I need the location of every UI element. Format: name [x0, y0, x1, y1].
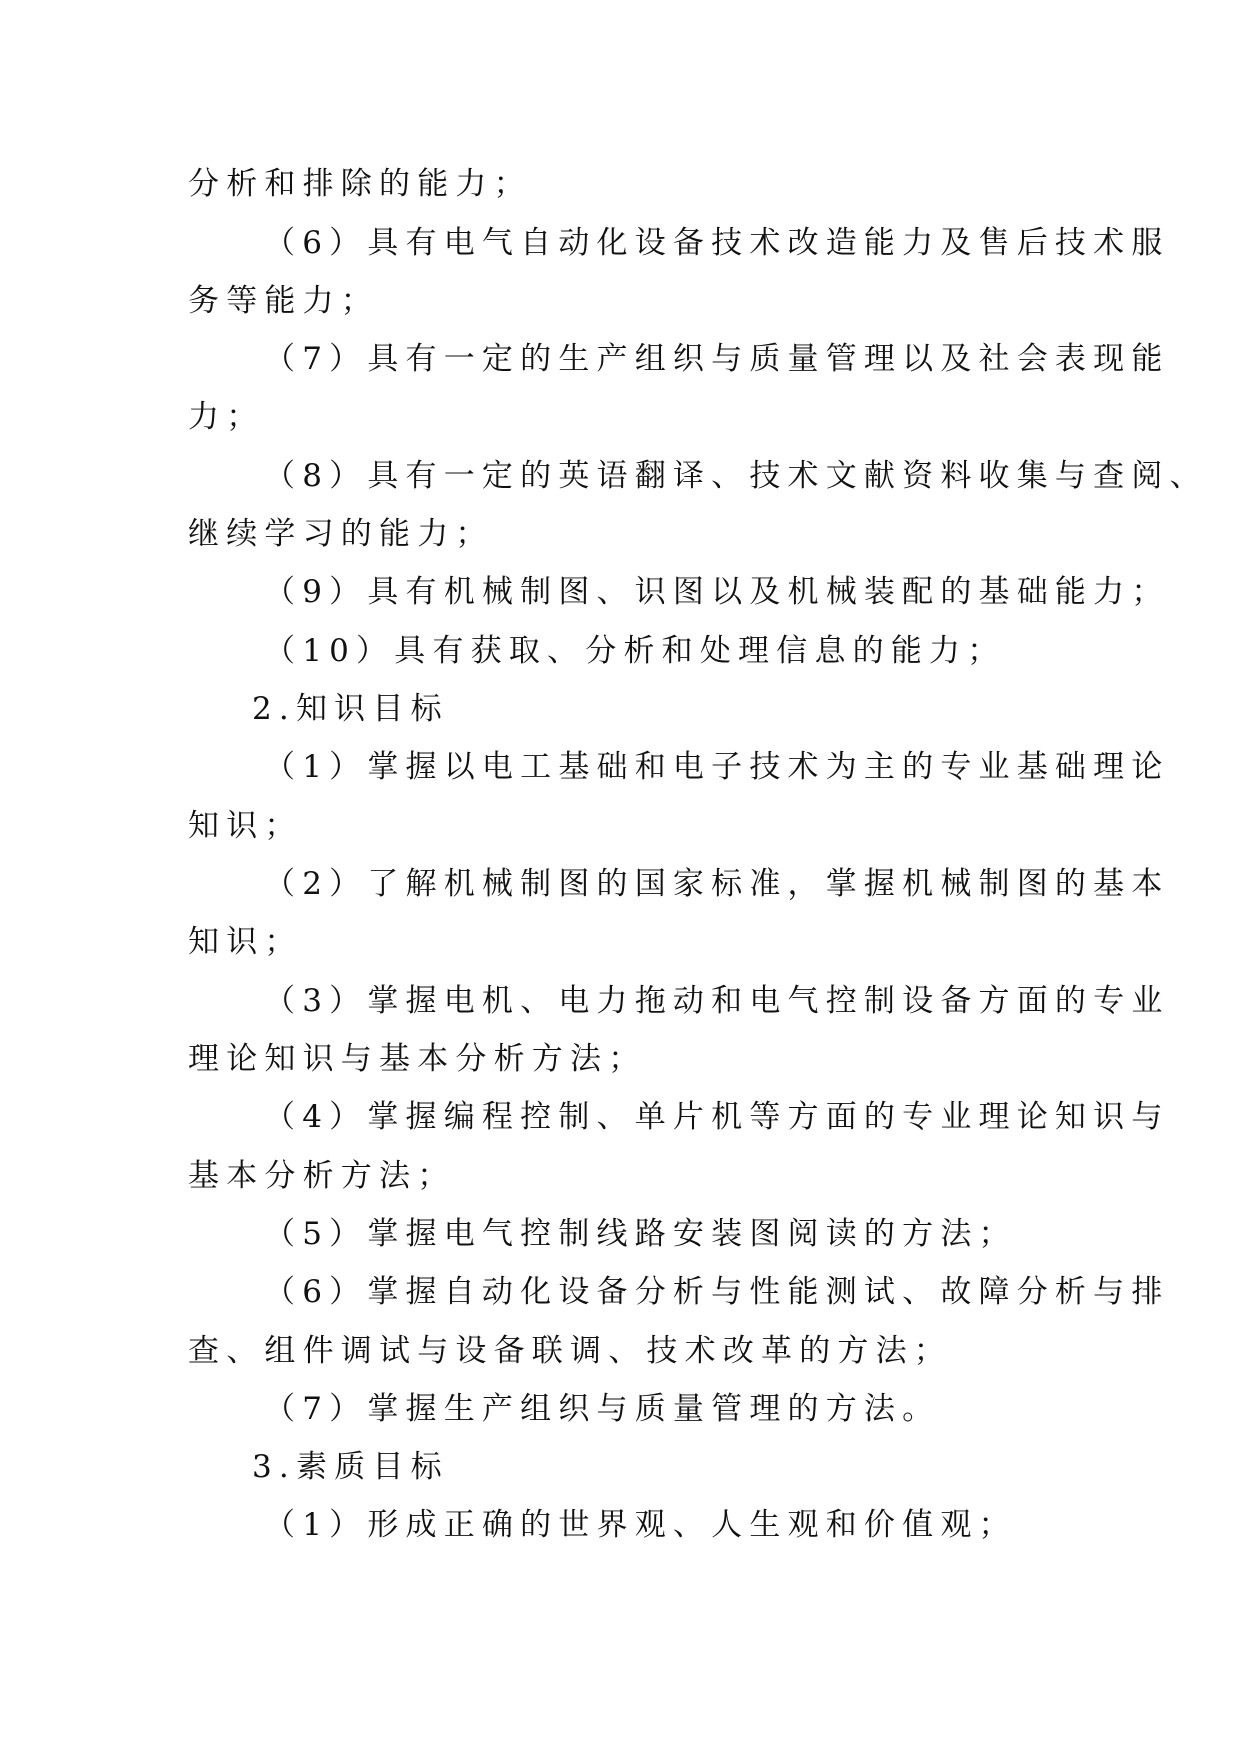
text-line-2: （6）具有电气自动化设备技术改造能力及售后技术服 — [264, 225, 1170, 261]
text-line-18: 基本分析方法； — [188, 1158, 456, 1194]
text-line-16: 理论知识与基本分析方法； — [188, 1041, 647, 1077]
text-line-12: 知识； — [188, 808, 303, 844]
text-line-7: 继续学习的能力； — [188, 516, 494, 552]
text-line-22: （7）掌握生产组织与质量管理的方法。 — [264, 1391, 941, 1427]
text-line-13: （2）了解机械制图的国家标准，掌握机械制图的基本 — [264, 866, 1170, 902]
text-line-3: 务等能力； — [188, 283, 379, 319]
text-line-6: （8）具有一定的英语翻译、技术文献资料收集与查阅、 — [264, 458, 1208, 494]
text-line-19: （5）掌握电气控制线路安装图阅读的方法； — [264, 1216, 1017, 1252]
text-line-24: （1）形成正确的世界观、人生观和价值观； — [264, 1507, 1017, 1543]
text-line-4: （7）具有一定的生产组织与质量管理以及社会表现能 — [264, 341, 1170, 377]
text-line-11: （1）掌握以电工基础和电子技术为主的专业基础理论 — [264, 749, 1170, 785]
section-heading-quality: 3.素质目标 — [252, 1449, 449, 1485]
section-heading-knowledge: 2.知识目标 — [252, 691, 449, 727]
text-line-1: 分析和排除的能力； — [188, 166, 532, 202]
text-line-15: （3）掌握电机、电力拖动和电气控制设备方面的专业 — [264, 983, 1170, 1019]
text-line-20: （6）掌握自动化设备分析与性能测试、故障分析与排 — [264, 1274, 1170, 1310]
text-line-17: （4）掌握编程控制、单片机等方面的专业理论知识与 — [264, 1099, 1170, 1135]
text-line-21: 查、组件调试与设备联调、技术改革的方法； — [188, 1333, 952, 1369]
text-line-9: （10）具有获取、分析和处理信息的能力； — [264, 633, 1006, 669]
text-line-5: 力； — [188, 399, 265, 435]
text-line-14: 知识； — [188, 924, 303, 960]
text-line-8: （9）具有机械制图、识图以及机械装配的基础能力； — [264, 574, 1170, 610]
